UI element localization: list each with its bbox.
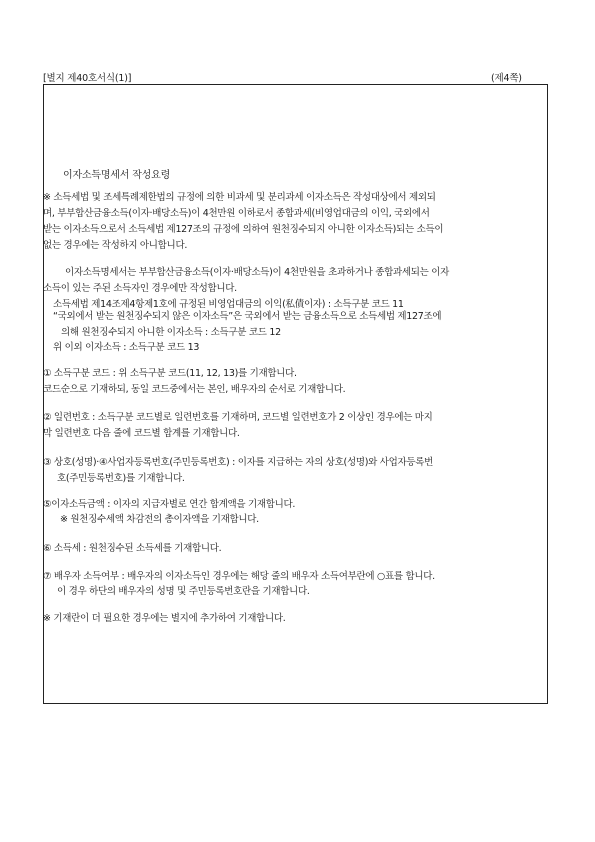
instruction-line: ⑦ 배우자 소득여부 : 배우자의 이자소득인 경우에는 해당 줄의 배우자 소득여부란에 ○표를 합니다. (43, 571, 435, 582)
instruction-line: 호(주민등록번호)를 기재합니다. (57, 473, 185, 484)
instruction-line: ※ 원천징수세액 차감전의 총이자액을 기재합니다. (60, 514, 259, 525)
instruction-line: 코드순으로 기재하되, 동일 코드중에서는 본인, 배우자의 순서로 기재합니다. (43, 384, 346, 395)
notice-line: 받는 이자소득으로서 소득세법 제127조의 규정에 의하여 원천징수되지 아니한 이자소득)되는 소득이 (43, 224, 444, 235)
code-line: “국외에서 받는 원천징수되지 않은 이자소득”은 국외에서 받는 금융소득으로 소득세법 제127조에 (53, 311, 442, 322)
instruction-line: ⑤이자소득금액 : 이자의 지급자별로 연간 합계액을 기재합니다. (43, 499, 296, 510)
form-number-label: [별지 제40호서식(1)] (43, 73, 132, 84)
code-line: 의해 원천징수되지 아니한 이자소득 : 소득구분 코드 12 (61, 327, 281, 338)
intro-line: 이자소득명세서는 부부합산금융소득(이자·배당소득)이 4천만원을 초과하거나 종합과세되는 이자 (65, 267, 449, 278)
notice-line: 며, 부부합산금융소득(이자·배당소득)이 4천만원 이하로서 종합과세(비영업대금의 이익, 국외에서 (43, 208, 430, 219)
notice-line: ※ 소득세법 및 조세특례제한법의 규정에 의한 비과세 및 분리과세 이자소득은 작성대상에서 제외되 (43, 192, 436, 203)
page-number-label: (제4쪽) (491, 73, 522, 84)
code-line: 소득세법 제14조제4항제1호에 규정된 비영업대금의 이익(私債이자) : 소득구분 코드 11 (53, 299, 404, 310)
instruction-line: ③ 상호(성명)·④사업자등록번호(주민등록번호) : 이자를 지급하는 자의 상호(성명)와 사업자등록번 (43, 457, 433, 468)
instruction-line: ⑥ 소득세 : 원천징수된 소득세를 기재합니다. (43, 543, 222, 554)
intro-line: 소득이 있는 주된 소득자인 경우에만 작성합니다. (43, 283, 237, 294)
instruction-line: ② 일련번호 : 소득구분 코드별로 일련번호를 기재하며, 코드별 일련번호가 2 이상인 경우에는 마지 (43, 412, 433, 423)
document-title: 이자소득명세서 작성요령 (63, 170, 171, 181)
instruction-line: ① 소득구분 코드 : 위 소득구분 코드(11, 12, 13)를 기재합니다. (43, 368, 297, 379)
notice-line: 없는 경우에는 작성하지 아니합니다. (43, 240, 188, 251)
code-line: 위 이외 이자소득 : 소득구분 코드 13 (53, 342, 200, 353)
footer-note: ※ 기재란이 더 필요한 경우에는 별지에 추가하여 기재합니다. (43, 613, 286, 624)
instruction-line: 이 경우 하단의 배우자의 성명 및 주민등록번호란을 기재합니다. (57, 586, 310, 597)
instruction-line: 막 일련번호 다음 줄에 코드별 합계를 기재합니다. (43, 428, 240, 439)
